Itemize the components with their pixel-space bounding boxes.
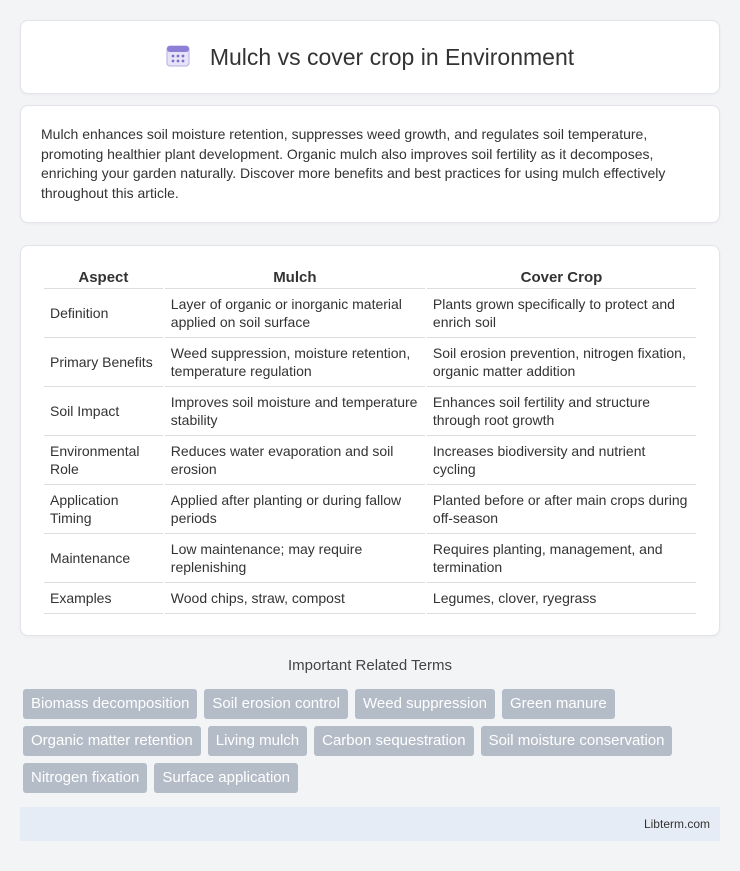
comparison-table-card: [20, 245, 720, 636]
table-cell: Applied after planting or during fallow periods: [165, 485, 425, 534]
page-title: Mulch vs cover crop in Environment: [209, 43, 575, 70]
tag-carbon-sequestration[interactable]: Carbon sequestration: [314, 726, 473, 756]
table-cell: Legumes, clover, ryegrass: [427, 583, 696, 614]
table-cell: Weed suppression, moisture retention, temperature regulation: [165, 338, 425, 387]
table-cell: Wood chips, straw, compost: [165, 583, 425, 614]
header-aspect: Aspect: [44, 264, 163, 289]
footer: [20, 807, 720, 841]
tag-soil-erosion-control[interactable]: Soil erosion control: [204, 689, 348, 719]
table-row: [44, 436, 696, 485]
table-row: [44, 583, 696, 614]
header-card: [20, 20, 720, 94]
table-header-row: [44, 264, 696, 289]
table-cell: Layer of organic or inorganic material applied on soil surface: [165, 289, 425, 338]
table-cell: Low maintenance; may require replenishing: [165, 534, 425, 583]
table-cell: Maintenance: [44, 534, 163, 583]
table-cell: Application Timing: [44, 485, 163, 534]
table-row: [44, 534, 696, 583]
header-mulch: Mulch: [165, 264, 425, 289]
tag-surface-application[interactable]: Surface application: [154, 763, 298, 793]
table-cell: Increases biodiversity and nutrient cycling: [427, 436, 696, 485]
table-row: [44, 387, 696, 436]
table-row: [44, 338, 696, 387]
header-cover-crop: Cover Crop: [427, 264, 696, 289]
table-row: [44, 485, 696, 534]
tag-living-mulch[interactable]: Living mulch: [208, 726, 307, 756]
intro-card: [20, 105, 720, 223]
related-terms-title: Important Related Terms: [288, 657, 452, 674]
tag-organic-matter-retention[interactable]: Organic matter retention: [23, 726, 201, 756]
related-terms-tags: [23, 689, 723, 793]
table-cell: Reduces water evaporation and soil erosion: [165, 436, 425, 485]
table-cell: Definition: [44, 289, 163, 338]
table-cell: Improves soil moisture and temperature stability: [165, 387, 425, 436]
intro-text: Mulch enhances soil moisture retention, suppresses weed growth, and regulates soil temperature, promoting healthier plant development. Organic mulch also improves soil fertility as it decomposes, enriching your garden naturally. Discover more benefits and best practices for using mulch effectively throughout this article.: [41, 126, 666, 201]
table-cell: Plants grown specifically to protect and enrich soil: [427, 289, 696, 338]
table-cell: Enhances soil fertility and structure through root growth: [427, 387, 696, 436]
tag-green-manure[interactable]: Green manure: [502, 689, 615, 719]
table-cell: Primary Benefits: [44, 338, 163, 387]
tag-soil-moisture-conservation[interactable]: Soil moisture conservation: [481, 726, 673, 756]
comparison-table: [42, 264, 698, 614]
footer-link[interactable]: Libterm.com: [643, 817, 710, 831]
table-cell: Planted before or after main crops during off-season: [427, 485, 696, 534]
tag-nitrogen-fixation[interactable]: Nitrogen fixation: [23, 763, 147, 793]
table-cell: Soil erosion prevention, nitrogen fixation, organic matter addition: [427, 338, 696, 387]
table-cell: Examples: [44, 583, 163, 614]
tag-biomass-decomposition[interactable]: Biomass decomposition: [23, 689, 197, 719]
table-cell: Soil Impact: [44, 387, 163, 436]
calendar-icon: [166, 43, 190, 72]
table-row: [44, 289, 696, 338]
table-cell: Environmental Role: [44, 436, 163, 485]
tag-weed-suppression[interactable]: Weed suppression: [355, 689, 495, 719]
table-cell: Requires planting, management, and termination: [427, 534, 696, 583]
